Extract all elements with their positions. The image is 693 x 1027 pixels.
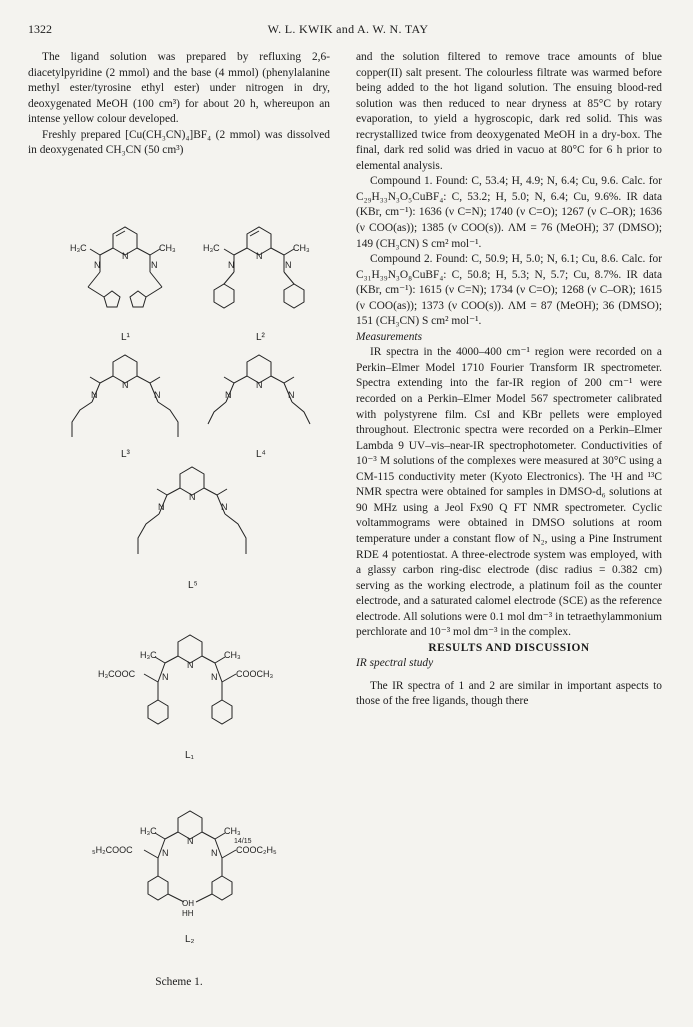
ligand-structures-drawing bbox=[28, 212, 330, 972]
l5-pyridine-n-label: N bbox=[189, 492, 196, 502]
ligand-tyrosine-structure bbox=[92, 811, 277, 945]
compound-2-data: Compound 2. Found: C, 50.9; H, 5.0; N, 6.1; Cu, 8.6. Calc. for C₃₁H₃₉N₃O₈CuBF₄: C, 50.8; H, 5.3; N, 5.7; Cu, 8.7%. IR data (KBr, cm⁻¹): 1615 (ν C=N); 1734 (ν C=O); 1268 (ν C–OR); 1615 (ν COO(as)); 1373 (ν COO(s)). ΛM = 87 (MeOH); 36 (DMSO); 151 (CH₃CN) S cm² mol⁻¹. bbox=[356, 253, 662, 328]
la-methyl-left-label: H₃C bbox=[140, 650, 157, 660]
l5-imine-n-right-label: N bbox=[221, 502, 228, 512]
l5-label: L⁵ bbox=[188, 580, 198, 591]
lb-hydrogen-label: HH bbox=[182, 909, 194, 918]
lb-methyl-left-label: H₃C bbox=[140, 826, 157, 836]
ligand-l4-structure bbox=[208, 355, 310, 460]
l1-methyl-left-label: H₃C bbox=[70, 243, 87, 253]
lb-methyl-right-label: CH₃ bbox=[224, 826, 241, 836]
left-column bbox=[28, 50, 330, 159]
purification-paragraph: and the solution filtered to remove trace amounts of blue copper(II) salt present. The colourless filtrate was warmed before being added to the hot ligand solution. The ensuing blood-red solution was then reduced to near dryness at 85°C by rotary evaporation, to yield a hygroscopic, dark red solid. This was recrystallized twice from deoxygenated MeOH in a dry-box. The final, dark red solid was dried in vacuo at 80°C for 6 h prior to elemental analysis. bbox=[356, 51, 662, 172]
la-imine-n-left-label: N bbox=[162, 672, 169, 682]
page-number: 1322 bbox=[28, 22, 52, 36]
l4-pyridine-n-label: N bbox=[256, 380, 263, 390]
l1-pyridine-n-label: N bbox=[122, 251, 129, 261]
ligand-l5-structure bbox=[138, 467, 246, 591]
lb-label: L₂ bbox=[185, 934, 195, 945]
running-header bbox=[28, 22, 668, 40]
ligand-prep-paragraph: The ligand solution was prepared by refluxing 2,6-diacetylpyridine (2 mmol) and the base (4 mmol) (phenylalanine methyl ester/tyrosine ethyl ester) under nitrogen in dry, deoxygenated MeOH (100 cm³) for about 20 h, whereupon an intense yellow colour developed. bbox=[28, 51, 330, 126]
la-methyl-right-label: CH₃ bbox=[224, 650, 241, 660]
l2-methyl-right-label: CH₃ bbox=[293, 243, 310, 253]
lb-hydroxyl-label: OH bbox=[182, 899, 194, 908]
l1-label: L¹ bbox=[121, 332, 130, 343]
l2-imine-n-left-label: N bbox=[228, 260, 235, 270]
l2-pyridine-n-label: N bbox=[256, 251, 263, 261]
lb-imine-n-right-label: N bbox=[211, 848, 218, 858]
l3-pyridine-n-label: N bbox=[122, 380, 129, 390]
la-label: L₁ bbox=[185, 750, 194, 761]
l4-label: L⁴ bbox=[256, 449, 266, 460]
lb-pyridine-n-label: N bbox=[187, 836, 194, 846]
compound-1-data: Compound 1. Found: C, 53.4; H, 4.9; N, 6.4; Cu, 9.6. Calc. for C₂₉H₃₃N₃O₅CuBF₄: C, 53.2; H, 5.0; N, 6.4; Cu, 9.6%. IR data (KBr, cm⁻¹): 1636 (ν C=N); 1740 (ν C=O); 1267 (ν C–OR); 1636 (ν COO(as)); 1385 (ν COO(s)). ΛM = 76 (MeOH); 37 (DMSO); 149 (CH₃CN) S cm² mol⁻¹. bbox=[356, 175, 662, 250]
l4-imine-n-right-label: N bbox=[288, 390, 295, 400]
l3-imine-n-left-label: N bbox=[91, 390, 98, 400]
l4-imine-n-left-label: N bbox=[225, 390, 232, 400]
l2-imine-n-right-label: N bbox=[285, 260, 292, 270]
ligand-l2-structure bbox=[203, 227, 310, 343]
l1-methyl-right-label: CH₃ bbox=[159, 243, 176, 253]
l5-imine-n-left-label: N bbox=[158, 502, 165, 512]
l1-imine-n-left-label: N bbox=[94, 260, 101, 270]
l2-methyl-left-label: H₃C bbox=[203, 243, 220, 253]
lb-ester-right-label: COOC₂H₅ bbox=[236, 845, 277, 855]
la-ester-left-label: H₃COOC bbox=[98, 669, 136, 679]
la-pyridine-n-label: N bbox=[187, 660, 194, 670]
ligand-phenylalanine-structure bbox=[98, 635, 273, 761]
la-imine-n-right-label: N bbox=[211, 672, 218, 682]
lb-imine-n-left-label: N bbox=[162, 848, 169, 858]
l3-imine-n-right-label: N bbox=[154, 390, 161, 400]
copper-prep-paragraph: Freshly prepared [Cu(CH₃CN)₄]BF₄ (2 mmol) was dissolved in deoxygenated CH₃CN (50 cm³) bbox=[28, 128, 330, 157]
ligand-l1-structure bbox=[70, 227, 176, 343]
results-heading: RESULTS AND DISCUSSION bbox=[428, 641, 590, 654]
scheme-1-figure bbox=[28, 212, 330, 988]
lb-ester-left-label: ₅H₂COOC bbox=[92, 845, 133, 855]
running-authors: W. L. KWIK and A. W. N. TAY bbox=[267, 22, 429, 36]
l3-label: L³ bbox=[121, 449, 130, 460]
lb-carbon-numbering: 14/15 bbox=[234, 838, 252, 845]
ligand-l3-structure bbox=[72, 355, 178, 460]
measurements-paragraph: IR spectra in the 4000–400 cm⁻¹ region were recorded on a Perkin–Elmer Model 1710 Fourier Transform IR spectrometer. Spectra extending into the far-IR region of 200 cm⁻¹ were recorded on a Perkin–Elmer Model 567 spectrometer calibrated with polystyrene film. CsI and KBr pellets were employed throughout. Electronic spectra were recorded on a Perkin–Elmer Lambda 9 UV–vis–near-IR spectrophotometer. Conductivities of 10⁻³ M solutions of the complexes were measured at 30°C using a CM-115 conductivity meter (Kyoto Electronics). The ¹H and ¹³C NMR spectra were obtained for samples in DMSO-d₆ solutions at 90 MHz using a Jeol Fx90 Q FT NMR spectrometer. Cyclic voltammograms were obtained in DMSO solutions at room temperature under a constant flow of N₂, using a Pine Instrument RDE 4 potentiostat. A three-electrode system was employed, with a glassy carbon ring-disc electrode (disc radius = 0.382 cm) serving as the working electrode, a platinum foil as the counter electrode, and a saturated calomel electrode (SCE) as the reference electrode. All solutions were 0.1 mol dm⁻³ in tetraethylammonium perchlorate and 10⁻³ mol dm⁻³ in the complex. bbox=[356, 346, 662, 639]
l1-imine-n-right-label: N bbox=[151, 260, 158, 270]
right-column bbox=[356, 50, 662, 710]
la-ester-right-label: COOCH₃ bbox=[236, 669, 274, 679]
ir-study-paragraph: The IR spectra of 1 and 2 are similar in important aspects to those of the free ligands, though there bbox=[356, 679, 662, 708]
l2-label: L² bbox=[256, 332, 265, 343]
ir-study-heading: IR spectral study bbox=[356, 657, 434, 670]
scheme-caption: Scheme 1. bbox=[155, 976, 203, 988]
measurements-heading: Measurements bbox=[356, 330, 423, 343]
